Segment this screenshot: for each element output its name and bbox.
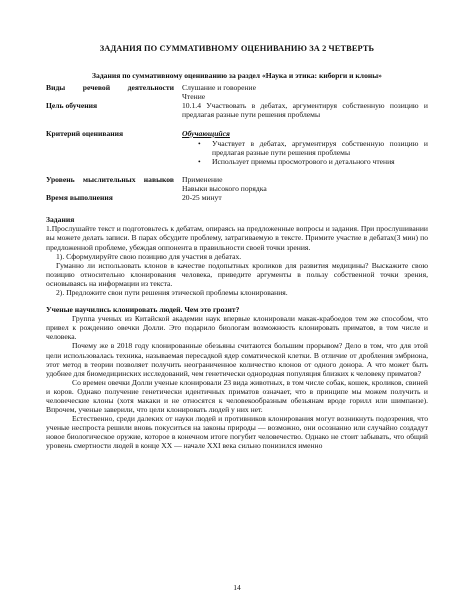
criteria-label: Критерий оценивания [46,128,124,138]
criteria-item: • Использует приемы просмотрового и детального чтения [212,157,428,166]
article-paragraph: Со времен овечки Долли ученые клонировали 23 вида животных, в том числе собак, кошек, кроликов, свиней и коров. Однако получение генетически идентичных приматов означает, что в принципе мы можем получить и человеческие клоны (хотя макаки и не относятся к человекообразным обезьянам вроде горилл или шимпанзе). Впрочем, ученые заверили, что цели клонировать людей у них нет. [46,377,428,415]
task-intro: 1.Прослушайте текст и подготовьтесь к дебатам, опираясь на предложенные вопросы и задания. При прослушивании вы можете делать записи. В парах обсудите проблему, затрагиваемую в тексте. Примите участие в дебатах(3 мин) по предложенной проблеме, убеждая оппонента в правильности своей точки зрения. [46,224,428,252]
activity-values [182,83,428,101]
level-value: Применение [182,174,223,184]
article-paragraph: Почему же в 2018 году клонированные обезьяны считаются большим прорывом? Дело в том, что для этой цели использовалась техника, называемая пересадкой ядер соматической клетки. В отличие от дробления эмбриона, этот метод в теории позволяет получить неограниченное количество клонов от одного донора. А что может быть удобнее для биомедицинских исследований, чем генетически однородная популяция близких к человеку приматов? [46,341,428,378]
task-item-2: 2). Предложите свои пути решения этической проблемы клонирования. [56,287,288,297]
criteria-values [182,129,428,166]
section-subtitle: Задания по суммативному оцениванию за раздел «Наука и этика: киборги и клоны» [92,71,382,81]
goal-value [182,101,428,119]
criteria-list [182,139,428,166]
level-value: Навыки высокого порядка [182,184,267,194]
goal-text: 10.1.4 Участвовать в дебатах, аргументируя собственную позицию и предлагая разные пути решения проблемы [182,101,428,120]
assessment-info-table [46,83,428,202]
goal-label: Цель обучения [46,101,98,111]
activity-label: Виды речевой деятельности [46,83,174,93]
article-paragraph: Группа ученых из Китайской академии наук впервые клонировали макак-крабоедов тем же способом, что привел к рождению овечки Долли. Это подарило биологам возможность клонировать приматов, в том числе и человека. [46,314,428,342]
activity-value: Чтение [182,92,206,102]
article-heading: Ученые научились клонировать людей. Чем это грозит? [46,305,240,315]
time-text: 20-25 минут [182,193,222,203]
level-values [182,175,428,193]
tasks-heading: Задания [46,215,75,225]
task-question: Гуманно ли использовать клонов в качестве подопытных кроликов для развития медицины? Выскажите свою позицию относительно клонирования человека, приведите аргументы в пользу собственной точки зрения, основываясь на информации из текста. [46,260,428,288]
time-value [182,193,428,202]
page-title: ЗАДАНИЯ ПО СУММАТИВНОМУ ОЦЕНИВАНИЮ ЗА 2 ЧЕТВЕРТЬ [99,44,375,53]
article-paragraph: Естественно, среди далеких от науки людей и противников клонирования могут возникнуть подозрения, что ученые неспроста решили вновь покуситься на законы природы — возможно, они осознанно или случайно создадут новое биологическое оружие, которое в конечном итоге погубит человечество. Однако не стоит забывать, что общий уровень смертности людей в конце XX — начале XXI века сильно понизился именно [46,414,428,451]
page-number: 14 [233,583,241,592]
level-label: Уровень мыслительных навыков [46,174,174,184]
criteria-item: • Участвует в дебатах, аргументируя собственную позицию и предлагая разные пути решения проблемы [212,139,428,157]
task-item-1: 1). Сформулируйте свою позицию для участия в дебатах. [56,251,242,261]
time-label: Время выполнения [46,193,113,203]
activity-value: Слушание и говорение [182,83,256,93]
criteria-head: Обучающийся [182,128,230,138]
